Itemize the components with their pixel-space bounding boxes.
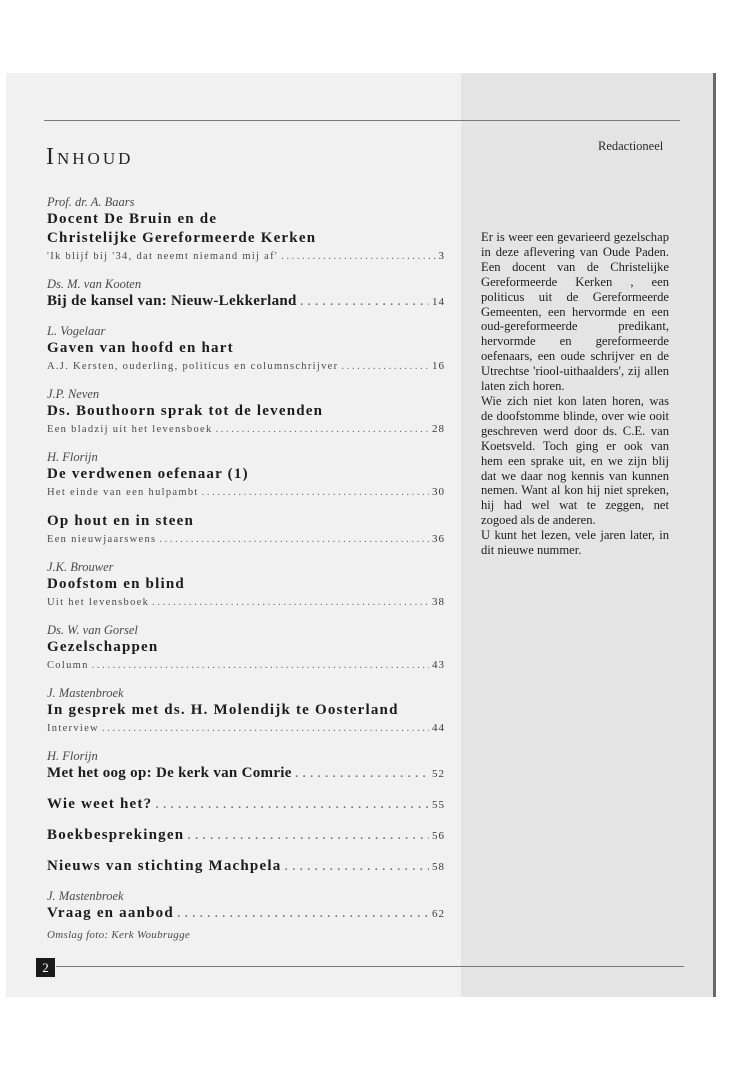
toc-page-number: 38 (432, 596, 445, 608)
toc-subtitle: Interview (47, 723, 99, 734)
section-label: Redactioneel (598, 139, 664, 153)
toc-title: In gesprek met ds. H. Molendijk te Oosterland (47, 702, 399, 718)
toc-entry[interactable] (47, 449, 445, 501)
toc-title: Ds. Bouthoorn sprak tot de levenden (47, 403, 324, 419)
toc-entry[interactable] (47, 323, 445, 375)
toc-author: Prof. dr. A. Baars (47, 195, 135, 209)
toc-page-number: 3 (438, 250, 445, 262)
dot-leader (202, 485, 429, 501)
dot-leader (341, 359, 429, 375)
dot-leader (152, 595, 429, 611)
toc-subtitle-line (47, 484, 445, 501)
toc-entry[interactable] (47, 559, 445, 611)
toc-title: Boekbesprekingen (47, 827, 185, 843)
toc-author: H. Florijn (47, 450, 98, 464)
toc-title-line (47, 904, 445, 924)
page-fold (713, 73, 716, 997)
toc-subtitle: Een nieuwjaarswens (47, 534, 157, 545)
toc-entry[interactable] (47, 857, 445, 877)
toc-title-line (47, 795, 445, 815)
toc-page-number: 56 (432, 830, 445, 842)
toc-subtitle-line (47, 720, 445, 737)
dot-leader (281, 249, 435, 265)
toc-page-number: 44 (432, 722, 445, 734)
dot-leader (284, 857, 429, 876)
toc-entry[interactable] (47, 512, 445, 548)
toc-entry[interactable] (47, 276, 445, 312)
toc-title-line (47, 292, 445, 312)
toc-title: Nieuws van stichting Machpela (47, 858, 282, 874)
toc-page-number: 36 (432, 533, 445, 545)
toc-page-number: 58 (432, 861, 445, 873)
toc-entry[interactable] (47, 826, 445, 846)
toc-subtitle-line (47, 531, 445, 548)
dot-leader (187, 826, 429, 845)
dot-leader (92, 658, 429, 674)
toc-page-number: 16 (432, 360, 445, 372)
dot-leader (300, 292, 429, 311)
toc-entry[interactable] (47, 386, 445, 438)
toc-page-number: 55 (432, 799, 445, 811)
editorial-text (481, 230, 669, 558)
toc-author: Ds. M. van Kooten (47, 277, 142, 291)
dot-leader (177, 904, 429, 923)
toc-title-line (47, 764, 445, 784)
editorial-paragraph: U kunt het lezen, vele jaren later, in dit nieuwe nummer. (481, 528, 669, 558)
toc-subtitle: Column (47, 660, 89, 671)
toc-entry[interactable] (47, 194, 445, 265)
toc-author: J. Mastenbroek (47, 889, 124, 903)
toc-entry[interactable] (47, 622, 445, 674)
toc-author: J.K. Brouwer (47, 560, 114, 574)
dot-leader (155, 795, 429, 814)
toc-title: De verdwenen oefenaar (1) (47, 466, 249, 482)
toc-subtitle: A.J. Kersten, ouderling, politicus en columnschrijver (47, 361, 339, 372)
toc-entry[interactable] (47, 748, 445, 784)
toc-subtitle-line (47, 248, 445, 265)
cover-photo-credit: Omslag foto: Kerk Woubrugge (47, 929, 191, 941)
toc-subtitle-line (47, 421, 445, 438)
toc-subtitle-line (47, 594, 445, 611)
toc-page-number: 28 (432, 423, 445, 435)
toc-page-number: 30 (432, 486, 445, 498)
toc-subtitle-line (47, 358, 445, 375)
toc-title: Op hout en in steen (47, 513, 194, 529)
dot-leader (102, 721, 429, 737)
dot-leader (159, 532, 429, 548)
bottom-rule (56, 966, 684, 967)
dot-leader (216, 422, 429, 438)
toc-page-number: 43 (432, 659, 445, 671)
toc-title: Vraag en aanbod (47, 905, 174, 921)
toc-page-number: 52 (432, 768, 445, 780)
toc-subtitle: Een bladzij uit het levensboek (47, 424, 213, 435)
top-rule (44, 120, 680, 121)
toc-title: Met het oog op: De kerk van Comrie (47, 765, 292, 781)
page-number-badge: 2 (36, 958, 55, 977)
editorial-paragraph: Er is weer een gevarieerd gezelschap in deze aflevering van Oude Paden. Een docent van de Christelijke Gereformeerde Kerken , een politicus uit de Gereformeerde Gemeenten, een hervormde en een oud-gereformeerde predikant, hervormde en gereformeerde oefenaars, een oude schrijver en de Utrechtse 'riool-uithaalders', zij allen laten zich horen. (481, 230, 669, 394)
toc-subtitle: 'Ik blijf bij '34, dat neemt niemand mij af' (47, 251, 279, 262)
toc-author: L. Vogelaar (47, 324, 106, 338)
toc-title: Doofstom en blind (47, 576, 185, 592)
toc-author: Ds. W. van Gorsel (47, 623, 138, 637)
table-of-contents (47, 194, 445, 935)
toc-entry[interactable] (47, 795, 445, 815)
toc-title: Bij de kansel van: Nieuw-Lekkerland (47, 293, 297, 309)
toc-title: Gezelschappen (47, 639, 159, 655)
toc-title-line (47, 826, 445, 846)
toc-heading: Inhoud (46, 144, 134, 170)
toc-entry[interactable] (47, 685, 445, 737)
editorial-paragraph: Wie zich niet kon laten horen, was de doofstomme blinde, over wie ooit geschreven werd door ds. C.E. van Koetsveld. Toch ging er ook van hem een sprake uit, en we zijn blij dat we daar nog kennis van kunnen nemen. Want al kon hij niet spreken, hij had wel wat te zeggen, net zogoed als de anderen. (481, 393, 669, 528)
dot-leader (295, 764, 429, 783)
toc-subtitle: Uit het levensboek (47, 597, 150, 608)
toc-author: J.P. Neven (47, 387, 100, 401)
toc-page-number: 62 (432, 908, 445, 920)
toc-title-line (47, 857, 445, 877)
toc-title-line: Christelijke Gereformeerde Kerken (47, 230, 317, 246)
toc-entry[interactable] (47, 888, 445, 924)
toc-subtitle-line (47, 657, 445, 674)
toc-title: Wie weet het? (47, 796, 153, 812)
toc-subtitle: Het einde van een hulpambt (47, 487, 199, 498)
toc-title: Gaven van hoofd en hart (47, 340, 234, 356)
toc-author: J. Mastenbroek (47, 686, 124, 700)
toc-page-number: 14 (432, 296, 445, 308)
toc-title-line: Docent De Bruin en de (47, 211, 218, 227)
toc-author: H. Florijn (47, 749, 98, 763)
